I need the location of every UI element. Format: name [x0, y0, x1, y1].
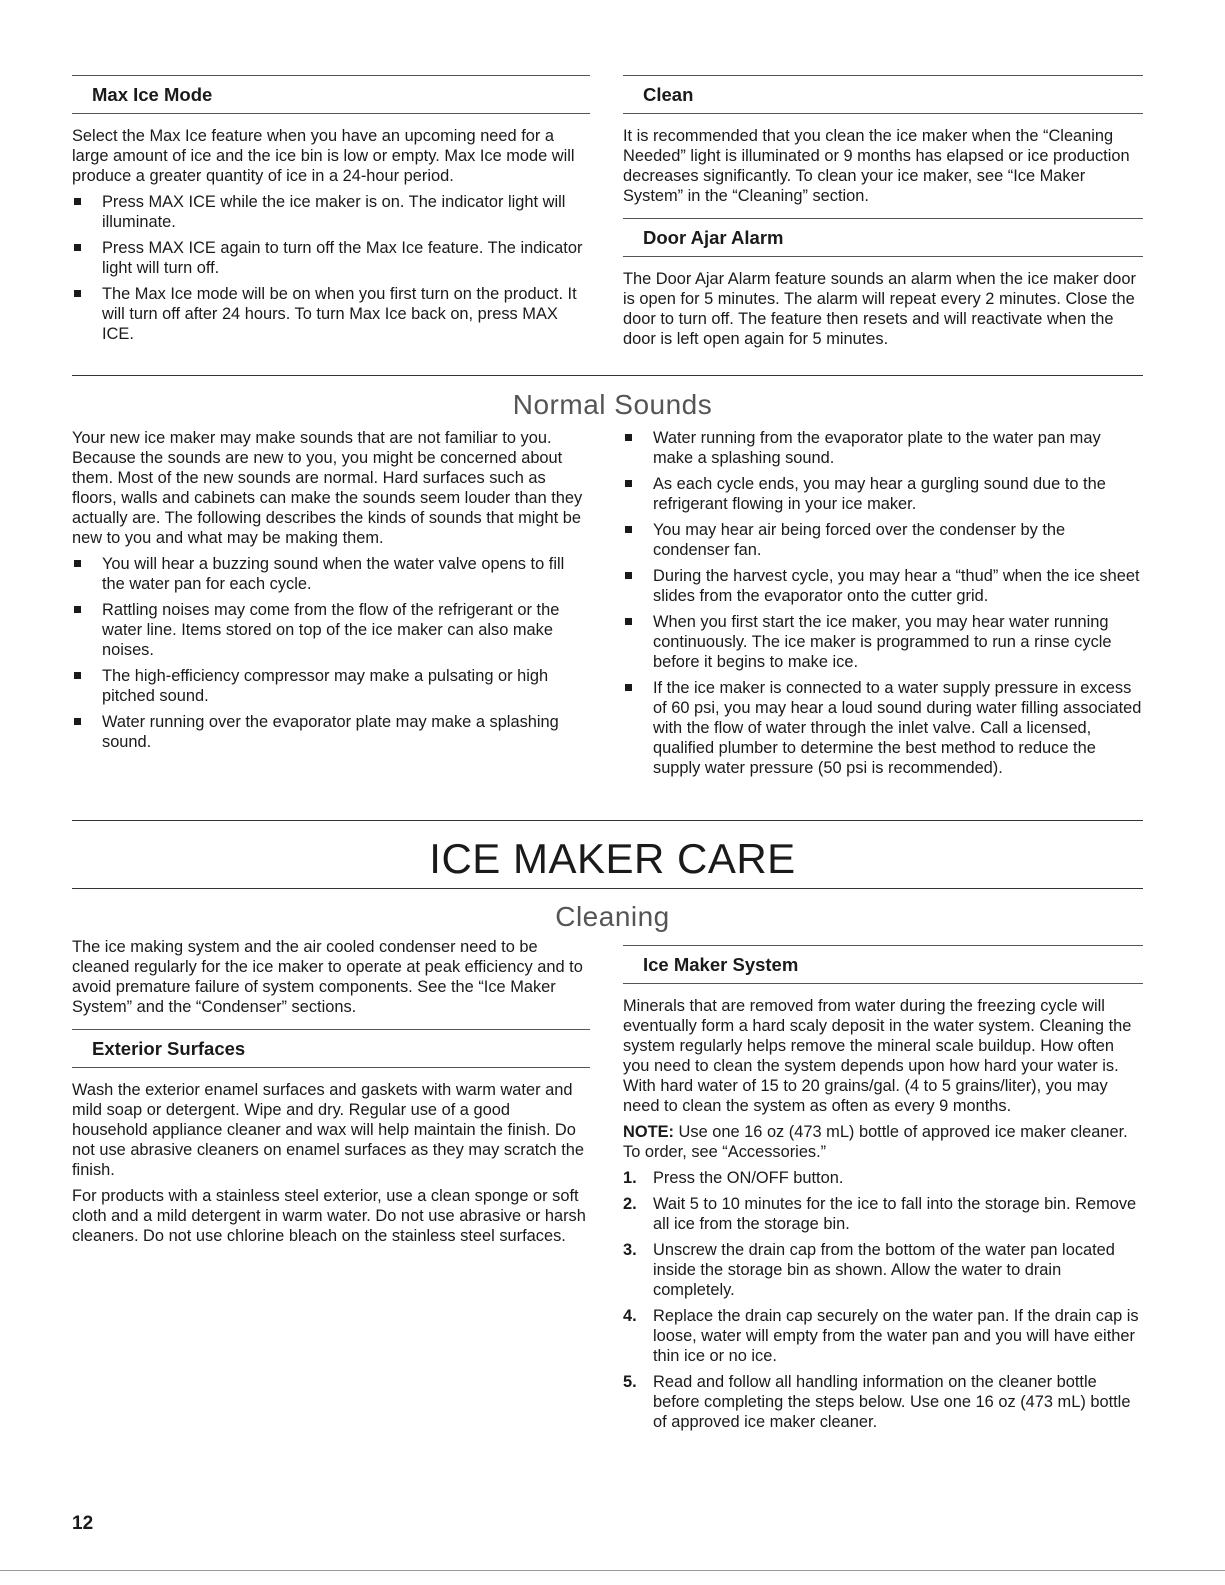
note-text: Use one 16 oz (473 mL) bottle of approved ice maker cleaner. To order, see “Accessories.” — [623, 1123, 1128, 1161]
page-number: 12 — [72, 1513, 94, 1534]
list-item: Rattling noises may come from the flow of the refrigerant or the water line. Items stored on top of the ice maker can also make noises. — [72, 600, 590, 660]
step-number: 1. — [623, 1169, 637, 1187]
door-ajar-text: The Door Ajar Alarm feature sounds an alarm when the ice maker door is open for 5 minutes. The alarm will repeat every 2 minutes. Close the door to turn off. The feature then resets and will reactivate when the door is left open again for 5 minutes. — [623, 270, 1136, 348]
list-item: During the harvest cycle, you may hear a “thud” when the ice sheet slides from the evaporator onto the cutter grid. — [623, 566, 1143, 606]
list-item — [623, 1306, 1143, 1366]
step-number: 4. — [623, 1307, 637, 1325]
max-ice-list — [72, 192, 590, 344]
cleaning-title: Cleaning — [555, 901, 670, 932]
sounds-list-right — [623, 428, 1143, 778]
list-item: Press MAX ICE again to turn off the Max Ice feature. The indicator light will turn off. — [72, 238, 590, 278]
clean-heading: Clean — [623, 75, 1143, 114]
list-item — [623, 1240, 1143, 1300]
list-item — [623, 1168, 1143, 1188]
list-item: The Max Ice mode will be on when you first turn on the product. It will turn off after 24 hours. To turn Max Ice back on, press MAX ICE. — [72, 284, 590, 344]
list-item — [623, 1372, 1143, 1432]
section-divider — [72, 375, 1143, 376]
normal-sounds-intro: Your new ice maker may make sounds that are not familiar to you. Because the sounds are new to you, you might be concerned about them. Most of the new sounds are normal. Hard surfaces such as floors, walls and cabinets can make the sounds seem louder than they actually are. The following describes the kinds of sounds that might be new to you and what may be making them. — [72, 429, 583, 547]
exterior-p2: For products with a stainless steel exterior, use a clean sponge or soft cloth and a mild detergent in warm water. Do not use abrasive or harsh cleaners. Do not use chlorine bleach on the stainless steel surfaces. — [72, 1187, 586, 1245]
list-item: You may hear air being forced over the condenser by the condenser fan. — [623, 520, 1143, 560]
max-ice-section — [72, 75, 590, 350]
exterior-heading: Exterior Surfaces — [72, 1029, 590, 1068]
clean-section — [623, 75, 1143, 355]
step-text: Press the ON/OFF button. — [653, 1169, 844, 1187]
max-ice-intro: Select the Max Ice feature when you have an upcoming need for a large amount of ice and the ice bin is low or empty. Max Ice mode will produce a greater quantity of ice in a 24-hour period. — [72, 127, 575, 185]
step-text: Read and follow all handling information on the cleaner bottle before completing the steps below. Use one 16 oz (473 mL) bottle of approved ice maker cleaner. — [653, 1373, 1131, 1431]
step-text: Unscrew the drain cap from the bottom of the water pan located inside the storage bin as shown. Allow the water to drain completely. — [653, 1241, 1115, 1299]
normal-sounds-left — [72, 428, 590, 758]
step-number: 2. — [623, 1195, 637, 1213]
list-item: Press MAX ICE while the ice maker is on. The indicator light will illuminate. — [72, 192, 590, 232]
list-item — [623, 1194, 1143, 1234]
ice-maker-system-section — [623, 945, 1143, 1438]
normal-sounds-right — [623, 428, 1143, 784]
step-text: Wait 5 to 10 minutes for the ice to fall into the storage bin. Remove all ice from the storage bin. — [653, 1195, 1137, 1233]
step-text: Replace the drain cap securely on the water pan. If the drain cap is loose, water will empty from the water pan and you will have either thin ice or no ice. — [653, 1307, 1139, 1365]
step-number: 5. — [623, 1373, 637, 1391]
sounds-list-left — [72, 554, 590, 752]
ice-system-note — [623, 1122, 1143, 1162]
step-number: 3. — [623, 1241, 637, 1259]
care-top-rule — [72, 820, 1143, 821]
list-item: The high-efficiency compressor may make a pulsating or high pitched sound. — [72, 666, 590, 706]
cleaning-steps — [623, 1168, 1143, 1432]
ice-system-intro: Minerals that are removed from water during the freezing cycle will eventually form a hard scaly deposit in the water system. Cleaning the system regularly helps remove the mineral scale buildup. How often you need to clean the system depends upon how hard your water is. With hard water of 15 to 20 grains/gal. (4 to 5 grains/liter), you may need to clean the system as often as every 9 months. — [623, 997, 1132, 1115]
note-label: NOTE: — [623, 1123, 674, 1141]
clean-text: It is recommended that you clean the ice maker when the “Cleaning Needed” light is illuminated or 9 months has elapsed or ice production decreases significantly. To clean your ice maker, see “Ice Maker System” in the “Cleaning” section. — [623, 127, 1130, 205]
list-item: When you first start the ice maker, you may hear water running continuously. The ice maker is programmed to run a rinse cycle before it begins to make ice. — [623, 612, 1143, 672]
cleaning-left — [72, 937, 590, 1252]
list-item: You will hear a buzzing sound when the water valve opens to fill the water pan for each cycle. — [72, 554, 590, 594]
normal-sounds-title: Normal Sounds — [512, 389, 713, 420]
list-item: If the ice maker is connected to a water supply pressure in excess of 60 psi, you may hear a loud sound during water filling associated with the flow of water through the inlet valve. Call a licensed, qualified plumber to determine the best method to reduce the supply water pressure (50 psi is recommended). — [623, 678, 1143, 778]
ice-system-heading: Ice Maker System — [623, 945, 1143, 984]
cleaning-intro: The ice making system and the air cooled condenser need to be cleaned regularly for the ice maker to operate at peak efficiency and to avoid premature failure of system components. See the “Ice Maker System” and the “Condenser” sections. — [72, 938, 583, 1016]
max-ice-heading: Max Ice Mode — [72, 75, 590, 114]
exterior-p1: Wash the exterior enamel surfaces and gaskets with warm water and mild soap or detergent. Wipe and dry. Regular use of a good household appliance cleaner and wax will help maintain the finish. Do not use abrasive cleaners on enamel surfaces as they may scratch the finish. — [72, 1081, 585, 1179]
list-item: As each cycle ends, you may hear a gurgling sound due to the refrigerant flowing in your ice maker. — [623, 474, 1143, 514]
list-item: Water running over the evaporator plate may make a splashing sound. — [72, 712, 590, 752]
page-bottom-edge — [0, 1570, 1225, 1571]
care-bottom-rule — [72, 888, 1143, 889]
list-item: Water running from the evaporator plate to the water pan may make a splashing sound. — [623, 428, 1143, 468]
ice-maker-care-title: ICE MAKER CARE — [429, 835, 796, 882]
door-ajar-heading: Door Ajar Alarm — [623, 218, 1143, 257]
